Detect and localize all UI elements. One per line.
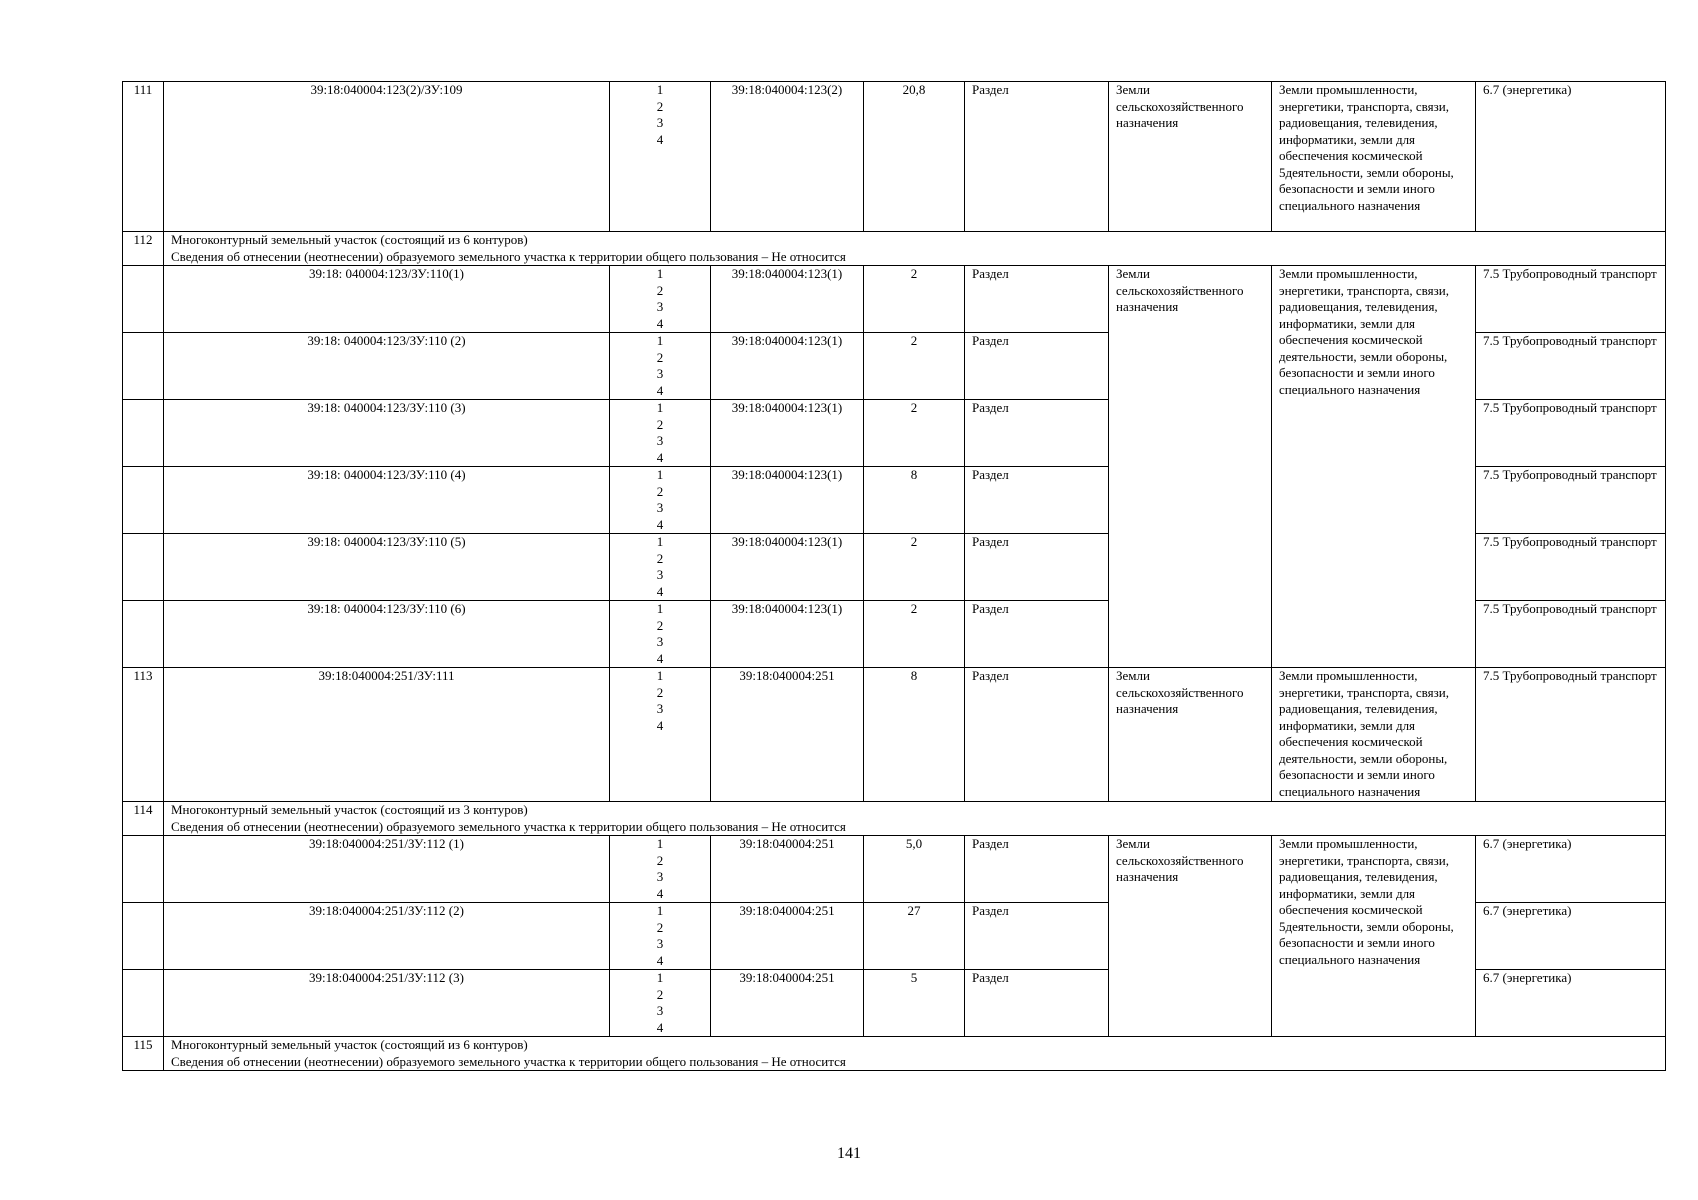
formation-method: Раздел xyxy=(965,467,1109,534)
formation-method: Раздел xyxy=(965,601,1109,668)
formation-method: Раздел xyxy=(965,970,1109,1037)
cadastral-number: 39:18:040004:123(2)/ЗУ:109 xyxy=(164,82,610,232)
category-to: Земли промышленности, энергетики, транспорта, связи, радиовещания, телевидения, информатики, земли для обеспечения космической деятельности, земли обороны, безопасности и земли иного специального назначения xyxy=(1272,266,1476,668)
table-row xyxy=(123,802,1666,836)
permitted-use: 6.7 (энергетика) xyxy=(1476,903,1666,970)
area-value: 5,0 xyxy=(864,836,965,903)
category-from: Земли сельскохозяйственного назначения xyxy=(1109,668,1272,802)
public-use-note: Сведения об отнесении (неотнесении) образуемого земельного участка к территории общего пользования – Не относится xyxy=(171,248,846,264)
cadastral-number: 39:18:040004:251/ЗУ:112 (2) xyxy=(164,903,610,970)
area-value: 5 xyxy=(864,970,965,1037)
permitted-use: 7.5 Трубопроводный транспорт xyxy=(1476,534,1666,601)
empty-cell xyxy=(123,534,164,601)
source-plot: 39:18:040004:123(1) xyxy=(711,266,864,333)
point-list: 1 2 3 4 xyxy=(610,668,711,802)
empty-cell xyxy=(123,903,164,970)
land-plots-table xyxy=(122,81,1666,1071)
source-plot: 39:18:040004:123(2) xyxy=(711,82,864,232)
multicontour-note xyxy=(164,232,1666,266)
formation-method: Раздел xyxy=(965,266,1109,333)
multicontour-title: Многоконтурный земельный участок (состоящий из 6 контуров) xyxy=(171,1037,528,1052)
source-plot: 39:18:040004:123(1) xyxy=(711,601,864,668)
public-use-note: Сведения об отнесении (неотнесении) образуемого земельного участка к территории общего пользования – Не относится xyxy=(171,1053,846,1069)
permitted-use: 7.5 Трубопроводный транспорт xyxy=(1476,400,1666,467)
row-number: 113 xyxy=(123,668,164,802)
source-plot: 39:18:040004:123(1) xyxy=(711,333,864,400)
page-number: 141 xyxy=(837,1145,861,1162)
point-list: 1 2 3 4 xyxy=(610,534,711,601)
source-plot: 39:18:040004:251 xyxy=(711,903,864,970)
category-to: Земли промышленности, энергетики, транспорта, связи, радиовещания, телевидения, информатики, земли для обеспечения космической 5деятельности, земли обороны, безопасности и земли иного специального назначения xyxy=(1272,836,1476,1037)
category-to: Земли промышленности, энергетики, транспорта, связи, радиовещания, телевидения, информатики, земли для обеспечения космической 5деятельности, земли обороны, безопасности и земли иного специального назначения xyxy=(1272,82,1476,232)
permitted-use: 6.7 (энергетика) xyxy=(1476,836,1666,903)
cadastral-number: 39:18:040004:251/ЗУ:111 xyxy=(164,668,610,802)
formation-method: Раздел xyxy=(965,400,1109,467)
point-list: 1 2 3 4 xyxy=(610,836,711,903)
point-list: 1 2 3 4 xyxy=(610,467,711,534)
permitted-use: 6.7 (энергетика) xyxy=(1476,82,1666,232)
source-plot: 39:18:040004:251 xyxy=(711,668,864,802)
permitted-use: 7.5 Трубопроводный транспорт xyxy=(1476,601,1666,668)
formation-method: Раздел xyxy=(965,903,1109,970)
permitted-use: 7.5 Трубопроводный транспорт xyxy=(1476,266,1666,333)
empty-cell xyxy=(123,400,164,467)
cadastral-number: 39:18: 040004:123/ЗУ:110 (4) xyxy=(164,467,610,534)
row-number: 115 xyxy=(123,1037,164,1071)
point-list: 1 2 3 4 xyxy=(610,82,711,232)
area-value: 2 xyxy=(864,266,965,333)
point-list: 1 2 3 4 xyxy=(610,903,711,970)
point-list: 1 2 3 4 xyxy=(610,601,711,668)
formation-method: Раздел xyxy=(965,82,1109,232)
area-value: 8 xyxy=(864,668,965,802)
category-from: Земли сельскохозяйственного назначения xyxy=(1109,266,1272,668)
multicontour-note xyxy=(164,1037,1666,1071)
source-plot: 39:18:040004:123(1) xyxy=(711,467,864,534)
row-number: 111 xyxy=(123,82,164,232)
source-plot: 39:18:040004:251 xyxy=(711,970,864,1037)
area-value: 2 xyxy=(864,601,965,668)
point-list: 1 2 3 4 xyxy=(610,970,711,1037)
area-value: 20,8 xyxy=(864,82,965,232)
cadastral-number: 39:18: 040004:123/ЗУ:110(1) xyxy=(164,266,610,333)
point-list: 1 2 3 4 xyxy=(610,333,711,400)
empty-cell xyxy=(123,836,164,903)
formation-method: Раздел xyxy=(965,534,1109,601)
multicontour-note xyxy=(164,802,1666,836)
table-row xyxy=(123,82,1666,232)
empty-cell xyxy=(123,266,164,333)
source-plot: 39:18:040004:123(1) xyxy=(711,400,864,467)
table-row xyxy=(123,1037,1666,1071)
area-value: 2 xyxy=(864,333,965,400)
empty-cell xyxy=(123,970,164,1037)
cadastral-number: 39:18: 040004:123/ЗУ:110 (6) xyxy=(164,601,610,668)
public-use-note: Сведения об отнесении (неотнесении) образуемого земельного участка к территории общего пользования – Не относится xyxy=(171,818,846,834)
cadastral-number: 39:18:040004:251/ЗУ:112 (3) xyxy=(164,970,610,1037)
empty-cell xyxy=(123,333,164,400)
multicontour-title: Многоконтурный земельный участок (состоящий из 6 контуров) xyxy=(171,232,528,247)
empty-cell xyxy=(123,467,164,534)
formation-method: Раздел xyxy=(965,668,1109,802)
multicontour-title: Многоконтурный земельный участок (состоящий из 3 контуров) xyxy=(171,802,528,817)
category-to: Земли промышленности, энергетики, транспорта, связи, радиовещания, телевидения, информатики, земли для обеспечения космической деятельности, земли обороны, безопасности и земли иного специального назначения xyxy=(1272,668,1476,802)
category-from: Земли сельскохозяйственного назначения xyxy=(1109,82,1272,232)
cadastral-number: 39:18: 040004:123/ЗУ:110 (3) xyxy=(164,400,610,467)
formation-method: Раздел xyxy=(965,836,1109,903)
permitted-use: 7.5 Трубопроводный транспорт xyxy=(1476,333,1666,400)
source-plot: 39:18:040004:251 xyxy=(711,836,864,903)
empty-cell xyxy=(123,601,164,668)
cadastral-number: 39:18:040004:251/ЗУ:112 (1) xyxy=(164,836,610,903)
formation-method: Раздел xyxy=(965,333,1109,400)
permitted-use: 7.5 Трубопроводный транспорт xyxy=(1476,668,1666,802)
table-row xyxy=(123,836,1666,903)
area-value: 27 xyxy=(864,903,965,970)
table-row xyxy=(123,266,1666,333)
permitted-use: 6.7 (энергетика) xyxy=(1476,970,1666,1037)
area-value: 2 xyxy=(864,534,965,601)
point-list: 1 2 3 4 xyxy=(610,400,711,467)
permitted-use: 7.5 Трубопроводный транспорт xyxy=(1476,467,1666,534)
table-row xyxy=(123,232,1666,266)
category-from: Земли сельскохозяйственного назначения xyxy=(1109,836,1272,1037)
table-row xyxy=(123,668,1666,802)
row-number: 114 xyxy=(123,802,164,836)
row-number: 112 xyxy=(123,232,164,266)
area-value: 2 xyxy=(864,400,965,467)
area-value: 8 xyxy=(864,467,965,534)
source-plot: 39:18:040004:123(1) xyxy=(711,534,864,601)
cadastral-number: 39:18: 040004:123/ЗУ:110 (2) xyxy=(164,333,610,400)
cadastral-number: 39:18: 040004:123/ЗУ:110 (5) xyxy=(164,534,610,601)
point-list: 1 2 3 4 xyxy=(610,266,711,333)
